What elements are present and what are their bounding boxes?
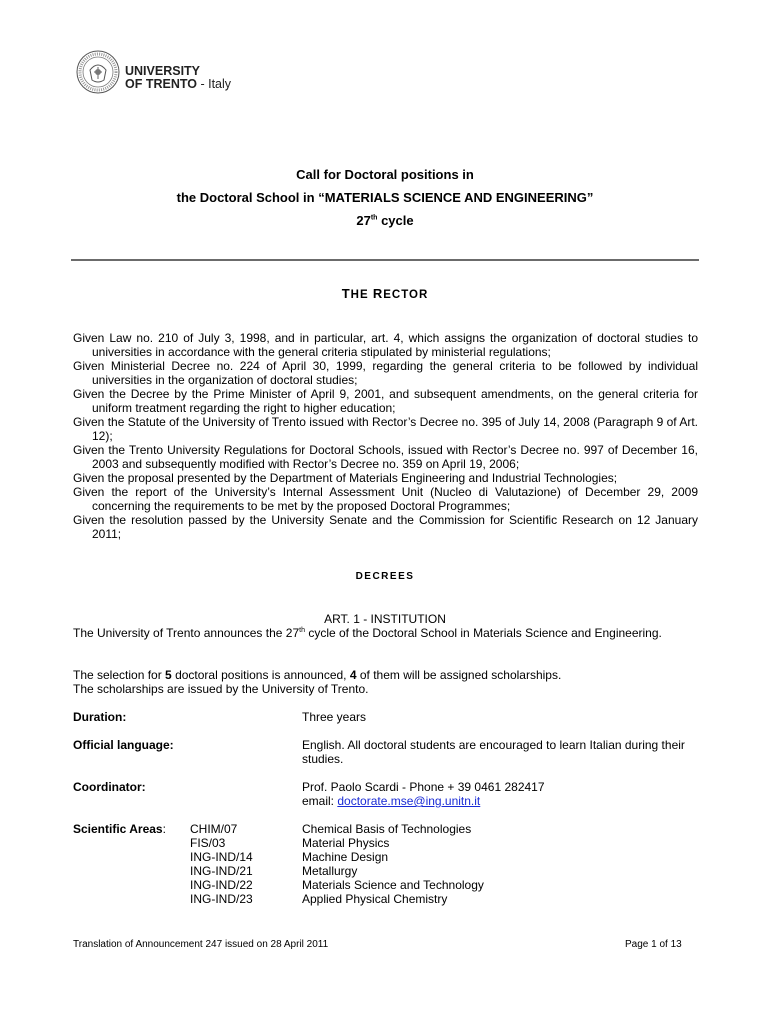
divider bbox=[71, 259, 699, 261]
given-item: Given Law no. 210 of July 3, 1998, and in particular, art. 4, which assigns the organization of doctoral studies to universities in accordance with the general criteria stipulated by ministerial regulations; bbox=[73, 331, 698, 359]
rector-ector: ECTOR bbox=[383, 289, 429, 301]
title-line2: the Doctoral School in “MATERIALS SCIENCE AND ENGINEERING” bbox=[176, 190, 594, 205]
cycle-sup: th bbox=[370, 214, 378, 222]
language-label: Official language: bbox=[73, 738, 174, 752]
area-code: ING-IND/22 bbox=[190, 878, 253, 892]
sel-pre: The selection for bbox=[73, 668, 166, 682]
area-code: ING-IND/23 bbox=[190, 892, 253, 906]
sel-num-positions: 5 bbox=[165, 668, 172, 682]
area-name: Machine Design bbox=[302, 850, 389, 864]
coordinator-label: Coordinator: bbox=[73, 780, 146, 794]
coordinator-value bbox=[302, 780, 702, 808]
logo-line1: UNIVERSITY bbox=[125, 64, 201, 78]
selection-text bbox=[73, 668, 698, 682]
art1-title: ART. 1 - INSTITUTION bbox=[324, 612, 446, 626]
email-label: email: bbox=[302, 794, 338, 808]
rector-r: R bbox=[372, 286, 384, 301]
language-value: English. All doctoral students are encouraged to learn Italian during their studies. bbox=[302, 738, 685, 766]
art1-intro bbox=[73, 626, 698, 640]
sel-num-scholarships: 4 bbox=[349, 668, 357, 682]
coordinator-name-phone: Prof. Paolo Scardi - Phone + 39 0461 282417 bbox=[302, 780, 545, 794]
footer-page-number: Page 1 of 13 bbox=[625, 939, 682, 950]
given-item: Given the Statute of the University of Trento issued with Rector’s Decree no. 395 of July 14, 2008 (Paragraph 9 of Art. 12); bbox=[73, 415, 698, 443]
area-code: FIS/03 bbox=[190, 836, 226, 850]
cycle-number: 27 bbox=[356, 213, 371, 228]
title-line1: Call for Doctoral positions in bbox=[296, 167, 474, 182]
areas-label-text: Scientific Areas bbox=[73, 822, 163, 836]
area-code: ING-IND/21 bbox=[190, 864, 253, 878]
area-names bbox=[302, 822, 484, 906]
rector-he: HE bbox=[350, 289, 373, 301]
logo-line2: OF TRENTO bbox=[125, 77, 197, 91]
rector-t: T bbox=[341, 286, 351, 301]
given-item: Given the resolution passed by the University Senate and the Commission for Scientific Research on 12 January 2011; bbox=[73, 513, 698, 541]
art1-intro-sup: th bbox=[299, 627, 305, 634]
university-seal-icon bbox=[76, 50, 120, 94]
sel-mid: doctoral positions is announced, bbox=[171, 668, 350, 682]
given-item: Given the report of the University’s Internal Assessment Unit (Nucleo di Valutazione) of December 29, 2009 concerning the requirements to be met by the proposed Doctoral Programmes; bbox=[73, 485, 698, 513]
logo-line2-suffix: - Italy bbox=[197, 77, 232, 91]
university-logo bbox=[76, 50, 276, 98]
given-item: Given the proposal presented by the Department of Materials Engineering and Industrial Technologies; bbox=[73, 471, 618, 485]
given-item: Given the Decree by the Prime Minister of April 9, 2001, and subsequent amendments, on the general criteria for uniform treatment regarding the right to higher education; bbox=[73, 387, 698, 415]
duration-label: Duration: bbox=[73, 710, 127, 724]
givens-list bbox=[73, 331, 698, 541]
given-item: Given the Trento University Regulations for Doctoral Schools, issued with Rector’s Decree no. 997 of December 16, 2003 and subsequently modified with Rector’s Decree no. 359 on April 19, 2006; bbox=[73, 443, 698, 471]
area-codes bbox=[190, 822, 253, 906]
sel-post: of them will be assigned scholarships. bbox=[356, 668, 562, 682]
art1-intro-pre: The University of Trento announces the 27 bbox=[73, 626, 300, 640]
cycle-word: cycle bbox=[377, 213, 414, 228]
decrees-heading: DECREES bbox=[355, 571, 415, 582]
given-item: Given Ministerial Decree no. 224 of April 30, 1999, regarding the general criteria to be followed by individual universities in the organization of doctoral studies; bbox=[73, 359, 698, 387]
logo-wordmark bbox=[125, 65, 231, 91]
area-code: CHIM/07 bbox=[190, 822, 238, 836]
area-name: Metallurgy bbox=[302, 864, 358, 878]
art1-intro-post: cycle of the Doctoral School in Materials Science and Engineering. bbox=[304, 626, 662, 640]
footer-announcement: Translation of Announcement 247 issued on 28 April 2011 bbox=[73, 939, 329, 950]
coordinator-email-link[interactable]: doctorate.mse@ing.unitn.it bbox=[337, 794, 481, 808]
duration-value: Three years bbox=[302, 710, 367, 724]
scholarship-text: The scholarships are issued by the University of Trento. bbox=[73, 682, 369, 696]
rector-heading bbox=[0, 286, 770, 301]
title-cycle bbox=[0, 213, 770, 228]
area-name: Material Physics bbox=[302, 836, 390, 850]
area-name: Materials Science and Technology bbox=[302, 878, 484, 892]
area-name: Applied Physical Chemistry bbox=[302, 892, 448, 906]
areas-label-colon: : bbox=[162, 822, 166, 836]
area-name: Chemical Basis of Technologies bbox=[302, 822, 472, 836]
areas-label bbox=[73, 822, 166, 836]
area-code: ING-IND/14 bbox=[190, 850, 253, 864]
